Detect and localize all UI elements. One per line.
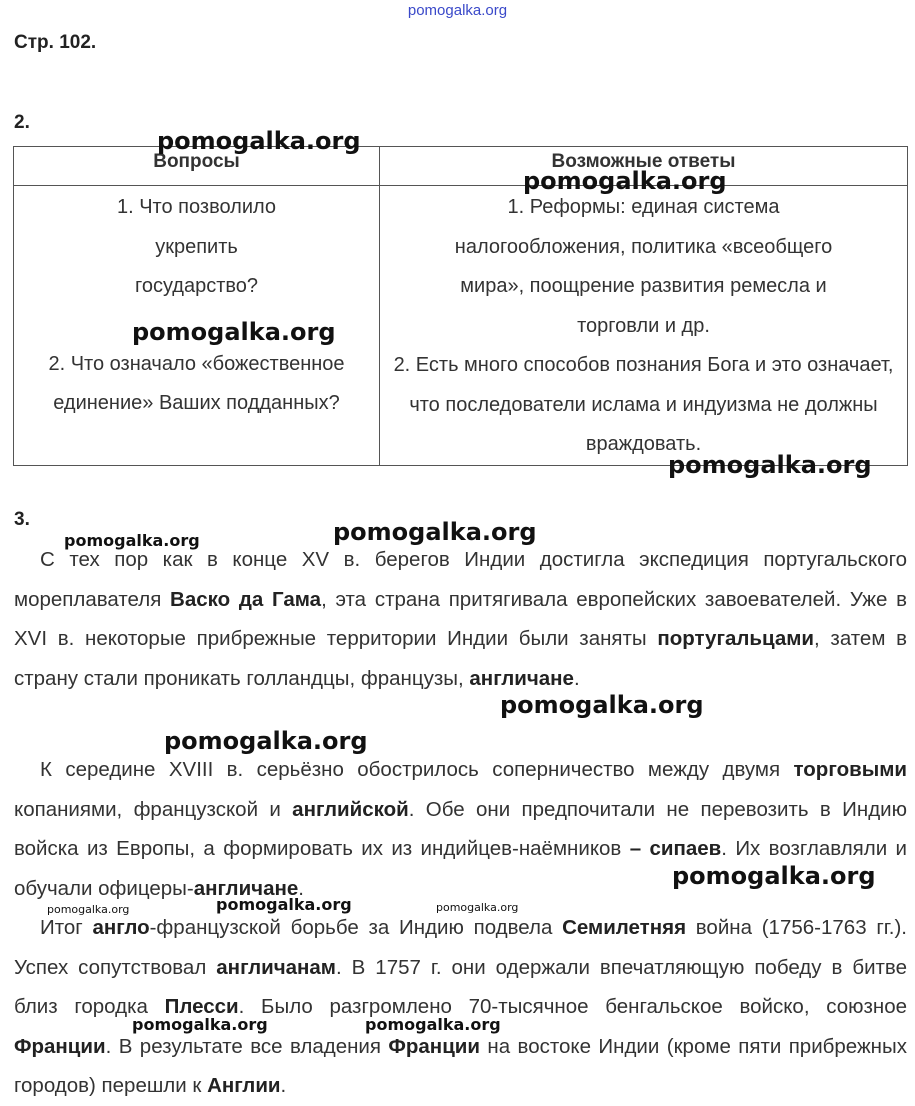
bold-term: португальцами <box>657 627 815 650</box>
header-answers: Возможные ответы <box>380 147 908 186</box>
paragraph-text: Итог <box>40 916 93 939</box>
watermark: pomogalka.org <box>500 691 704 719</box>
bold-term: англичанам <box>216 955 336 979</box>
answer-1: 1. Реформы: единая система налогообложения, политика «всеобщего мира», поощрение развития ремесла и торговли и др. <box>454 196 833 337</box>
watermark: pomogalka.org <box>333 518 537 546</box>
watermark: pomogalka.org <box>436 901 519 914</box>
paragraph-text: . <box>298 876 304 900</box>
bold-term: Плесси <box>164 995 239 1018</box>
task-3-number: 3. <box>14 509 30 530</box>
question-1: 1. Что позволило укрепить государство? <box>116 196 277 297</box>
watermark: pomogalka.org <box>132 1015 268 1034</box>
watermark: pomogalka.org <box>157 127 361 155</box>
watermark: pomogalka.org <box>668 451 872 479</box>
bold-term: англичане <box>193 876 299 900</box>
question-2: 2. Что означало «божественное единение» Ваших подданных? <box>48 352 345 414</box>
bold-term: англо <box>92 916 150 939</box>
paragraph-text: . Было разгромлено 70-тысячное бенгальское войско, союзное <box>238 995 907 1018</box>
bold-term: Франции <box>388 1034 480 1058</box>
bold-term: Англии <box>207 1074 281 1097</box>
watermark: pomogalka.org <box>523 167 727 195</box>
watermark: pomogalka.org <box>64 531 200 550</box>
watermark: pomogalka.org <box>365 1015 501 1034</box>
bold-term: Франции <box>14 1034 106 1058</box>
paragraph-text: копаниями, французской и <box>14 797 293 821</box>
bold-term: английской <box>292 797 409 821</box>
watermark: pomogalka.org <box>216 895 352 914</box>
bold-term: – сипаев <box>629 837 722 860</box>
paragraph-text: -французской борьбе за Индию подвела <box>149 916 563 939</box>
paragraph-text: война (1756-1763 гг.). Успех сопутствовал <box>14 916 907 979</box>
paragraph-text: . В результате все владения <box>105 1034 389 1058</box>
paragraph-text: . <box>280 1074 287 1097</box>
answer-cell <box>380 186 908 466</box>
paragraph-1 <box>14 540 907 698</box>
task-2-number: 2. <box>14 112 30 133</box>
paragraph-text: . Обе они предпочитали не перевозить в Индию войска из Европы, а формировать их из индийцев-наёмников <box>14 797 907 860</box>
paragraph-text: С тех пор как в конце XV в. берегов Индии достигла экспедиция португальского мореплавателя <box>14 548 907 611</box>
answer-2: 2. Есть много способов познания Бога и это означает, что последователи ислама и индуизма не должны враждовать. <box>393 354 894 455</box>
paragraph-text: К середине XVIII в. серьёзно обострилось соперничество между двумя <box>40 758 794 781</box>
paragraph-text: . <box>573 666 580 690</box>
paragraph-text: . Их возглавляли и обучали офицеры- <box>14 837 908 900</box>
watermark: pomogalka.org <box>164 727 368 755</box>
bold-term: торговыми <box>793 758 907 781</box>
watermark: pomogalka.org <box>132 318 336 346</box>
table-header-row <box>14 147 908 186</box>
paragraph-3 <box>14 908 907 1106</box>
header-questions: Вопросы <box>14 147 380 186</box>
bold-term: англичане <box>469 666 574 690</box>
top-watermark: pomogalka.org <box>407 2 508 19</box>
paragraph-text: на востоке Индии (кроме пяти прибрежных городов) перешли к <box>14 1034 907 1097</box>
paragraph-text: . В 1757 г. они одержали впечатляющую победу в битве близ городка <box>14 955 907 1018</box>
paragraph-text: , затем в страну стали проникать голландцы, французы, <box>14 627 908 690</box>
bold-term: Васко да Гама <box>170 587 322 611</box>
paragraph-text: , эта страна притягивала европейских завоевателей. Уже в XVI в. некоторые прибрежные территории Индии были заняты <box>14 587 907 650</box>
bold-term: Семилетняя <box>562 916 687 939</box>
watermark: pomogalka.org <box>47 903 130 916</box>
watermark: pomogalka.org <box>672 862 876 890</box>
page-reference: Стр. 102. <box>14 32 97 53</box>
questions-answers-table <box>13 146 908 466</box>
